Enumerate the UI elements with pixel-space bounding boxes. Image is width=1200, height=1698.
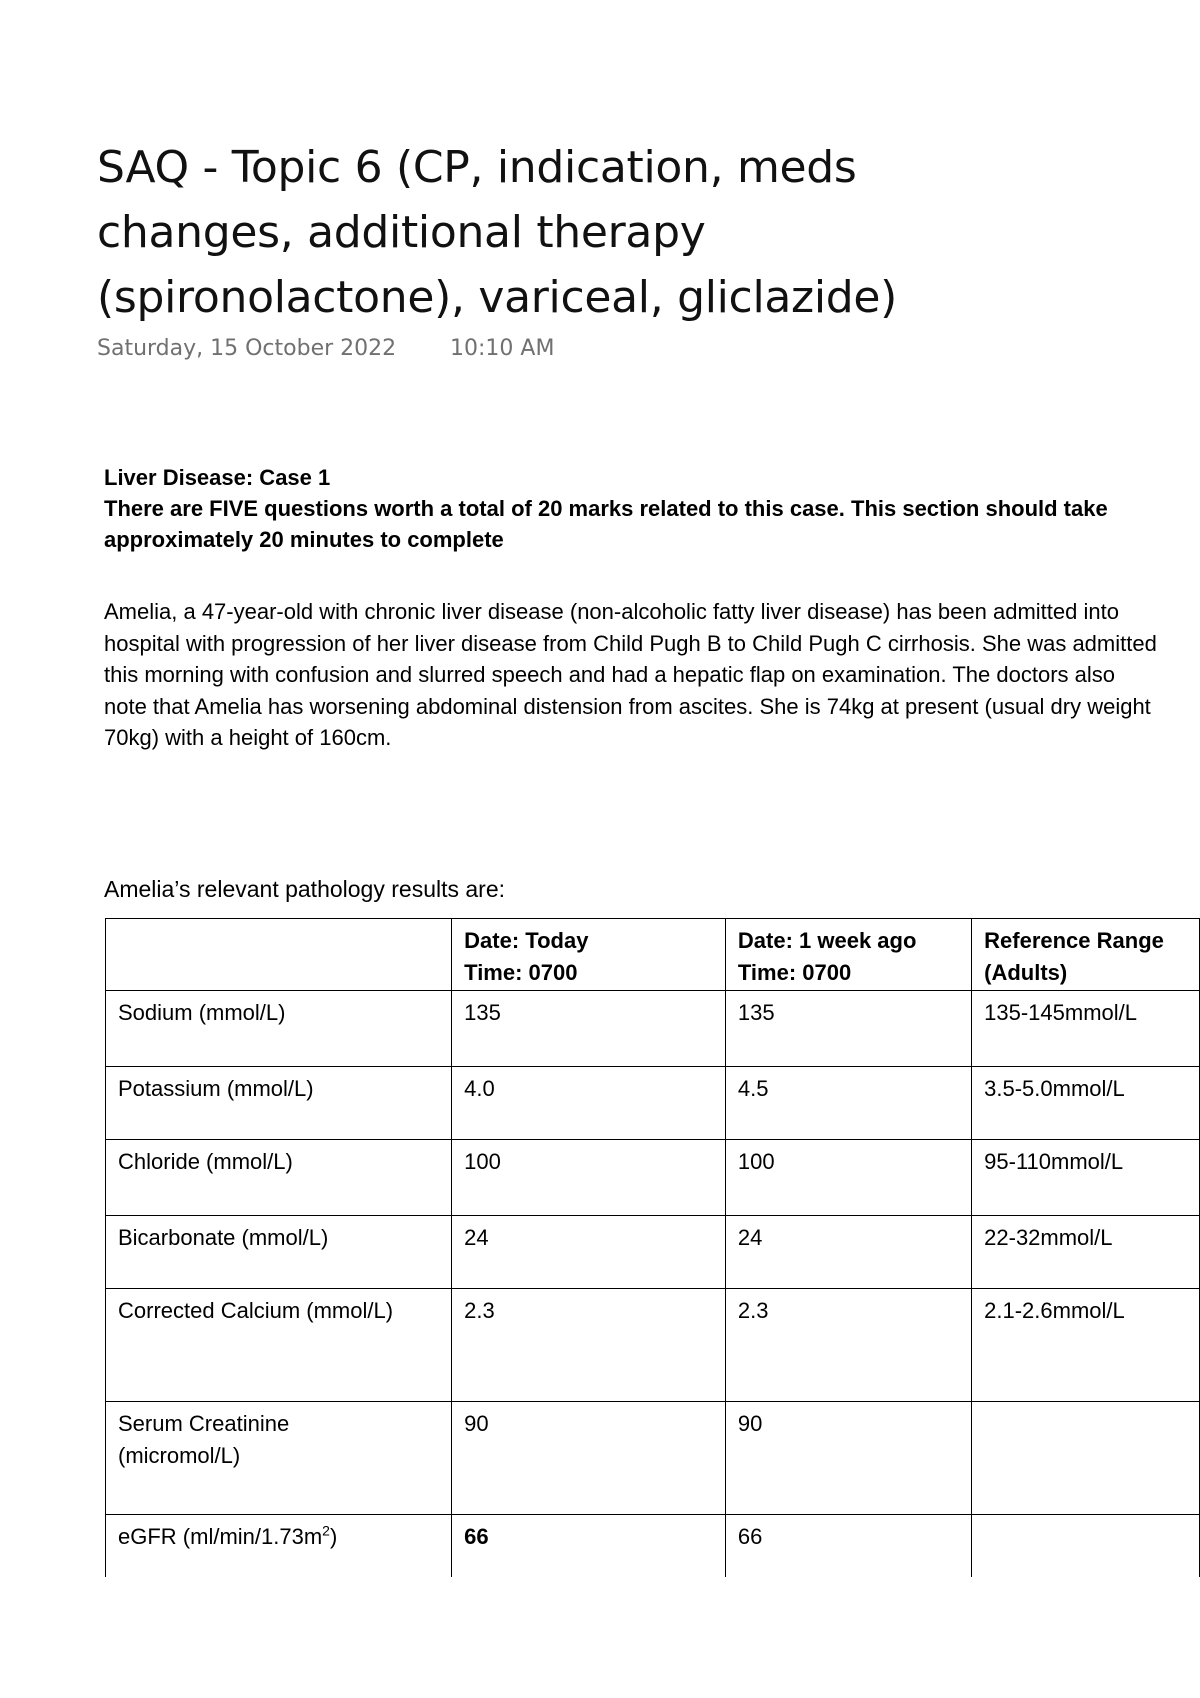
row-value-week-ago: 66 xyxy=(725,1515,971,1577)
row-reference: 3.5-5.0mmol/L xyxy=(972,1067,1200,1140)
row-label: Corrected Calcium (mmol/L) xyxy=(106,1289,452,1402)
page-title-line: changes, additional therapy xyxy=(97,207,706,258)
table-row xyxy=(106,991,1200,1067)
row-value-today: 24 xyxy=(452,1216,726,1289)
row-reference: 22-32mmol/L xyxy=(972,1216,1200,1289)
page-date: Saturday, 15 October 2022 xyxy=(97,336,397,361)
header-today-date: Date: Today xyxy=(464,928,589,953)
header-ref-title: Reference Range xyxy=(984,928,1164,953)
row-label-line: Serum Creatinine xyxy=(118,1411,290,1436)
row-label xyxy=(106,1515,452,1577)
row-label xyxy=(106,1402,452,1515)
row-value-week-ago: 24 xyxy=(725,1216,971,1289)
case-heading-line: Liver Disease: Case 1 xyxy=(104,465,331,490)
case-description-line: 70kg) with a height of 160cm. xyxy=(104,725,392,750)
row-value-today: 90 xyxy=(452,1402,726,1515)
row-value-today: 135 xyxy=(452,991,726,1067)
header-ref-sub: (Adults) xyxy=(984,960,1068,985)
row-value-today: 4.0 xyxy=(452,1067,726,1140)
page-time: 10:10 AM xyxy=(450,336,555,361)
page-title-line: SAQ - Topic 6 (CP, indication, meds xyxy=(97,142,857,193)
case-description-line: note that Amelia has worsening abdominal distension from ascites. She is 74kg at present (usual dry weight xyxy=(104,693,1151,719)
case-heading-line: approximately 20 minutes to complete xyxy=(104,527,504,552)
row-value-week-ago: 2.3 xyxy=(725,1289,971,1402)
header-week-time: Time: 0700 xyxy=(737,960,852,985)
row-label: Potassium (mmol/L) xyxy=(106,1067,452,1140)
table-row xyxy=(106,1140,1200,1216)
case-heading-line: There are FIVE questions worth a total of 20 marks related to this case. This section should take xyxy=(104,496,1108,521)
table-row xyxy=(106,1067,1200,1140)
table-row xyxy=(106,1289,1200,1402)
header-cell-today xyxy=(452,919,726,991)
row-reference xyxy=(972,1515,1200,1577)
header-today-time: Time: 0700 xyxy=(464,960,578,985)
table-row xyxy=(106,1402,1200,1515)
table-caption: Amelia’s relevant pathology results are: xyxy=(104,876,506,902)
header-cell-week-ago xyxy=(725,919,971,991)
row-label: Bicarbonate (mmol/L) xyxy=(106,1216,452,1289)
case-description-line: hospital with progression of her liver disease from Child Pugh B to Child Pugh C cirrhosis. She was admitted xyxy=(104,630,1157,656)
row-label-line: (micromol/L) xyxy=(118,1443,241,1468)
page-title xyxy=(97,135,957,330)
page-title-line: (spironolactone), variceal, gliclazide) xyxy=(97,272,898,323)
row-value-week-ago: 100 xyxy=(725,1140,971,1216)
case-description xyxy=(104,596,1200,754)
row-value-today: 66 xyxy=(452,1515,726,1577)
row-value-week-ago: 4.5 xyxy=(725,1067,971,1140)
row-value-today: 100 xyxy=(452,1140,726,1216)
row-label-superscript: 2 xyxy=(322,1522,330,1539)
row-label: Sodium (mmol/L) xyxy=(106,991,452,1067)
row-value-week-ago: 90 xyxy=(725,1402,971,1515)
row-label: Chloride (mmol/L) xyxy=(106,1140,452,1216)
case-description-line: this morning with confusion and slurred speech and had a hepatic flap on examination. The doctors also xyxy=(104,662,1115,687)
header-cell-empty xyxy=(106,919,452,991)
row-label-prefix: eGFR (ml/min/1.73m xyxy=(118,1524,323,1549)
row-reference xyxy=(972,1402,1200,1515)
header-cell-reference xyxy=(972,919,1200,991)
table-row xyxy=(106,1216,1200,1289)
case-heading xyxy=(104,462,1194,555)
row-reference: 95-110mmol/L xyxy=(972,1140,1200,1216)
case-description-line: Amelia, a 47-year-old with chronic liver disease (non-alcoholic fatty liver disease) has been admitted into xyxy=(104,599,1119,624)
row-reference: 135-145mmol/L xyxy=(972,991,1200,1067)
row-label-suffix: ) xyxy=(329,1524,338,1549)
row-value-today: 2.3 xyxy=(452,1289,726,1402)
pathology-results-table xyxy=(105,918,1200,1577)
table-header-row xyxy=(106,919,1200,991)
header-week-date: Date: 1 week ago xyxy=(737,928,917,953)
row-reference: 2.1-2.6mmol/L xyxy=(972,1289,1200,1402)
row-value-week-ago: 135 xyxy=(725,991,971,1067)
table-row xyxy=(106,1515,1200,1577)
